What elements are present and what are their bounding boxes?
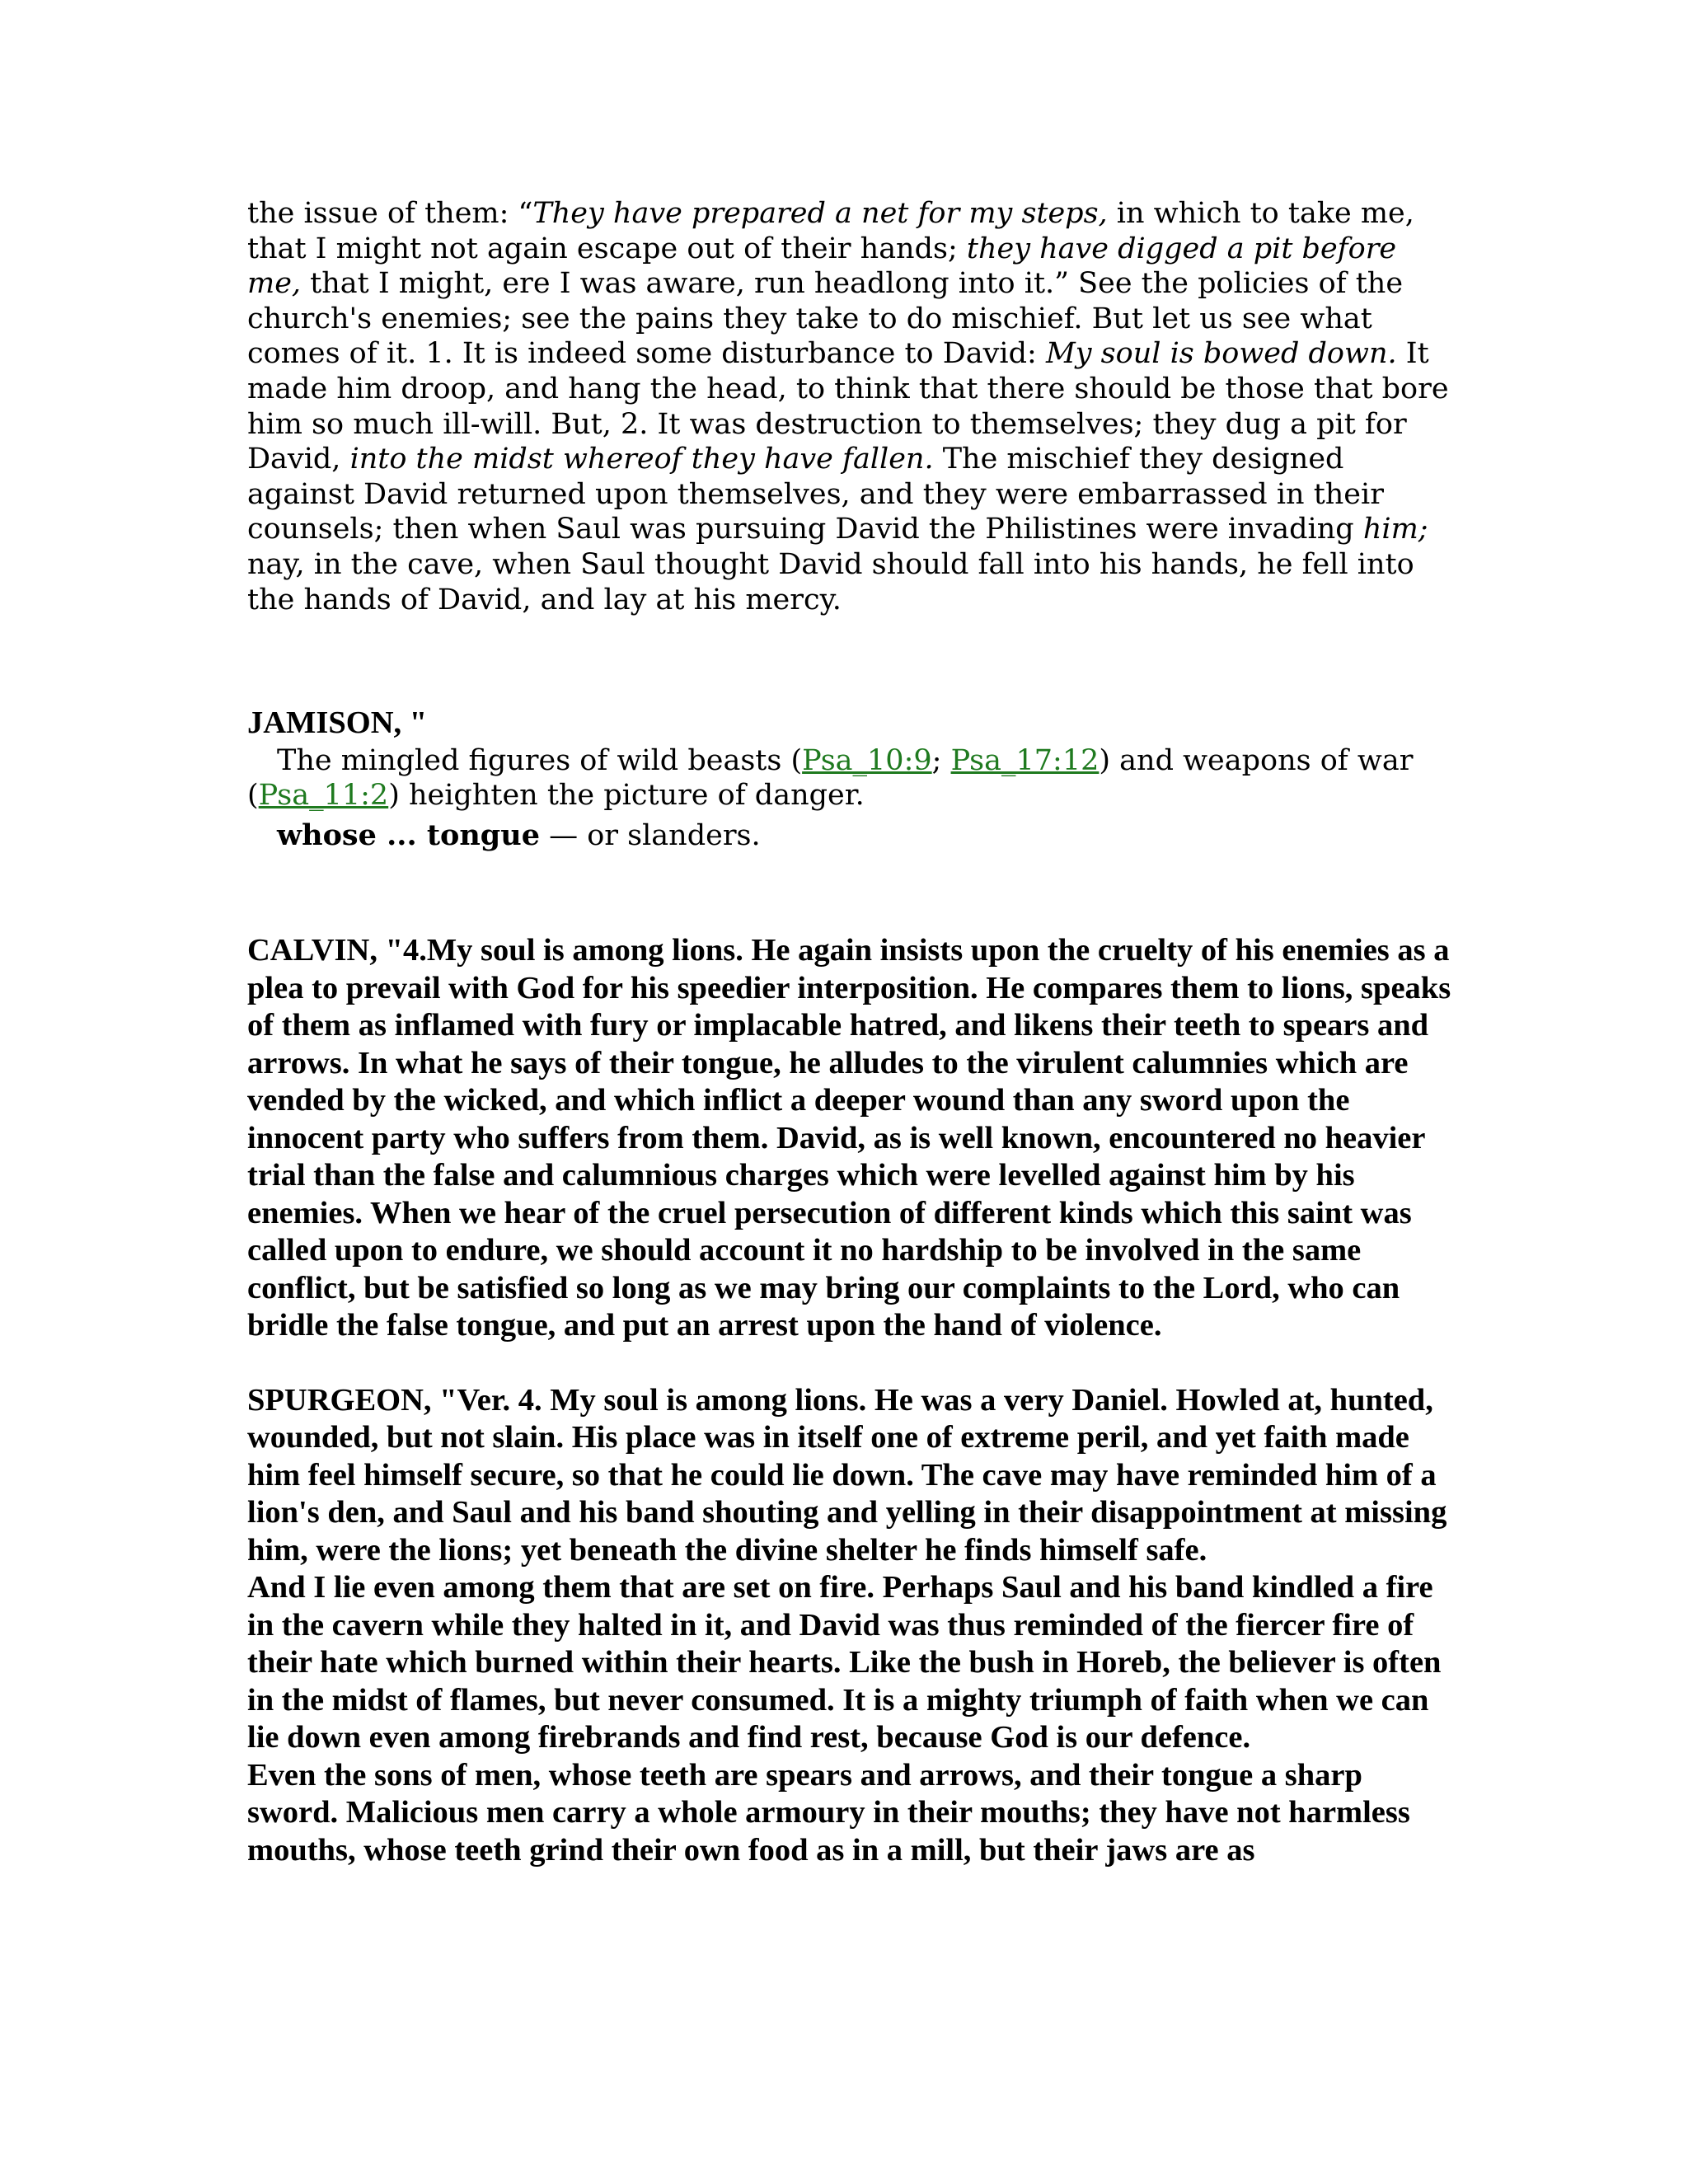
document-page <box>247 196 1459 1869</box>
henry-text-1: the issue of them: “ <box>247 197 533 230</box>
jamison-text-2: ; <box>931 743 951 777</box>
henry-text-6: nay, in the cave, when Saul thought David should fall into his hands, he fell into the hands of David, and lay at his mercy. <box>247 547 1414 616</box>
henry-quote-fallen: into the midst whereof they have fallen. <box>349 443 934 476</box>
jamison-commentary-paragraph <box>247 743 1459 813</box>
jamison-text-3: ) and weapons of war ( <box>247 743 1414 813</box>
henry-quote-net: They have prepared a net for my steps, <box>532 197 1108 230</box>
henry-text-3: that I might, ere I was aware, run headlong into it.” See the policies of the church's enemies; see the pains they take to do mischief. But let us see what comes of it. 1. It is indeed some disturbance to David: <box>247 267 1404 371</box>
spurgeon-paragraph-3: Even the sons of men, whose teeth are spears and arrows, and their tongue a sharp sword. Malicious men carry a whole armoury in their mouths; they have not harmless mouths, whose teeth grind their own food as in a mill, but their jaws are as <box>247 1757 1410 1868</box>
spurgeon-paragraph-1: SPURGEON, "Ver. 4. My soul is among lions. He was a very Daniel. Howled at, hunted, wounded, but not slain. His place was in itself one of extreme peril, and yet faith made him feel himself secure, so that he could lie down. The cave may have reminded him of a lion's den, and Saul and his band shouting and yelling in their disappointment at missing him, were the lions; yet beneath the divine shelter he finds himself safe. <box>247 1382 1447 1568</box>
calvin-commentary-paragraph: CALVIN, "4.My soul is among lions. He again insists upon the cruelty of his enemies as a plea to prevail with God for his speedier interposition. He compares them to lions, speaks of them as inflamed with fury or implacable hatred, and likens their teeth to spears and arrows. In what he says of their tongue, he alludes to the virulent calumnies which are vended by the wicked, and which inflict a deeper wound than any sword upon the innocent party who suffers from them. David, as is well known, encountered no heavier trial than the false and calumnious charges which were levelled against him by his enemies. When we hear of the cruel persecution of different kinds which this saint was called upon to endure, we should account it no hardship to be involved in the same conflict, but be satisfied so long as we may bring our complaints to the Lord, who can bridle the false tongue, and put an arrest upon the hand of violence. <box>247 933 1451 1343</box>
scripture-link-psa-17-12[interactable]: Psa_17:12 <box>950 743 1100 777</box>
henry-text-5: The mischief they designed against David returned upon themselves, and they were embarrassed in their counsels; then when Saul was pursuing David the Philistines were invading <box>247 443 1384 546</box>
jamison-term-entry <box>247 818 1459 854</box>
henry-quote-pit: they have digged a pit before me, <box>247 232 1397 301</box>
jamison-text-4: ) heighten the picture of danger. <box>388 779 865 813</box>
henry-quote-soul: My soul is bowed down. <box>1045 337 1397 371</box>
scripture-link-psa-11-2[interactable]: Psa_11:2 <box>258 779 389 813</box>
jamison-text-1: The mingled figures of wild beasts ( <box>277 743 803 777</box>
scripture-link-psa-10-9[interactable]: Psa_10:9 <box>802 743 932 777</box>
henry-text-4: It made him droop, and hang the head, to think that there should be those that bore him so much ill-will. But, 2. It was destruction to themselves; they dug a pit for David, <box>247 337 1449 476</box>
henry-text-2: in which to take me, that I might not again escape out of their hands; <box>247 197 1414 265</box>
jamison-heading: JAMISON, " <box>247 705 428 741</box>
henry-commentary-paragraph <box>247 196 1459 617</box>
jamison-term-definition: — or slanders. <box>539 818 761 852</box>
spurgeon-paragraph-2: And I lie even among them that are set on fire. Perhaps Saul and his band kindled a fire in the cavern while they halted in it, and David was thus reminded of the fiercer fire of their hate which burned within their hearts. Like the bush in Horeb, the believer is often in the midst of flames, but never consumed. It is a mighty triumph of faith when we can lie down even among firebrands and find rest, because God is our defence. <box>247 1570 1442 1755</box>
henry-quote-him: him; <box>1362 513 1428 546</box>
jamison-term: whose ... tongue <box>277 818 540 852</box>
spurgeon-commentary <box>247 1382 1459 1870</box>
